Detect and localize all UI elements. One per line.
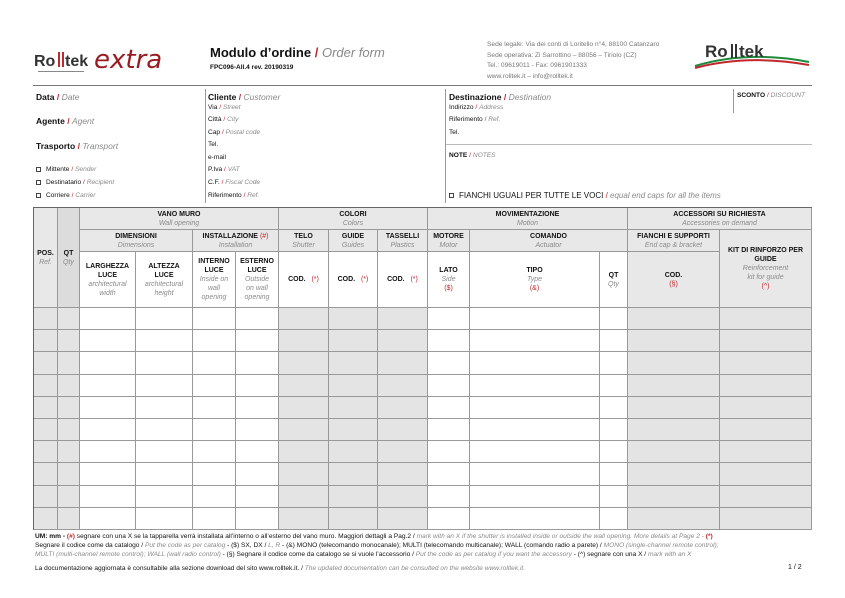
- table-cell[interactable]: [193, 486, 236, 508]
- table-cell[interactable]: [58, 308, 80, 330]
- table-cell[interactable]: [193, 508, 236, 530]
- table-cell[interactable]: [34, 463, 58, 485]
- table-cell[interactable]: [136, 508, 193, 530]
- table-cell[interactable]: [600, 419, 628, 441]
- table-cell[interactable]: [136, 308, 193, 330]
- inside-header: INTERNO LUCE Inside on wall opening: [193, 252, 236, 308]
- table-cell[interactable]: [279, 352, 329, 374]
- table-cell[interactable]: [628, 330, 720, 352]
- height-header: ALTEZZA LUCE architectural height: [136, 252, 193, 308]
- plastics-header: TASSELLI Plastics: [378, 230, 428, 252]
- table-cell[interactable]: [600, 330, 628, 352]
- table-cell[interactable]: [329, 397, 378, 419]
- carrier-option[interactable]: Corriere / Carrier: [36, 192, 96, 199]
- table-cell[interactable]: [34, 508, 58, 530]
- svg-text:extra: extra: [94, 45, 163, 75]
- accessories-header: ACCESSORI SU RICHIESTA Accessories on demand: [628, 208, 812, 230]
- email-field[interactable]: e-mail: [208, 154, 226, 161]
- table-cell[interactable]: [428, 486, 470, 508]
- table-cell[interactable]: [236, 352, 279, 374]
- reinforcement-kit-header: KIT DI RINFORZO PER GUIDE Reinforcement kit for guide (^): [720, 230, 812, 308]
- table-cell[interactable]: [279, 508, 329, 530]
- table-cell[interactable]: [80, 441, 136, 463]
- vat-field[interactable]: P.Iva / VAT: [208, 166, 240, 173]
- rolltek-logo: [693, 40, 813, 70]
- form-title-block: [210, 45, 385, 71]
- table-cell[interactable]: [279, 441, 329, 463]
- table-cell[interactable]: [428, 375, 470, 397]
- sender-checkbox[interactable]: [36, 167, 41, 172]
- end-cap-header: FIANCHI E SUPPORTI End cap & bracket: [628, 230, 720, 252]
- outside-header: ESTERNO LUCE Outside on wall opening: [236, 252, 279, 308]
- end-cap-code-header: COD. (§): [628, 252, 720, 308]
- form-code: FPC096-All.4 rev. 20190319: [210, 64, 294, 71]
- agent-label: Agente / Agent: [36, 116, 95, 126]
- header-divider: [33, 85, 812, 86]
- table-cell[interactable]: [628, 508, 720, 530]
- table-cell[interactable]: [720, 397, 812, 419]
- table-cell[interactable]: [329, 308, 378, 330]
- info-divider-1: [205, 89, 206, 203]
- table-cell[interactable]: [628, 397, 720, 419]
- sender-option[interactable]: Mittente / Sender: [36, 166, 96, 173]
- plastics-code-header: COD. (*): [378, 252, 428, 308]
- table-cell[interactable]: [193, 375, 236, 397]
- table-cell[interactable]: [628, 486, 720, 508]
- table-cell[interactable]: [236, 397, 279, 419]
- table-cell[interactable]: [80, 419, 136, 441]
- table-cell[interactable]: [34, 441, 58, 463]
- city-field[interactable]: Città / City: [208, 116, 239, 123]
- table-cell[interactable]: [80, 397, 136, 419]
- table-cell[interactable]: [58, 375, 80, 397]
- table-cell[interactable]: [329, 508, 378, 530]
- table-cell[interactable]: [329, 441, 378, 463]
- date-label: Data / Date: [36, 92, 80, 102]
- table-cell[interactable]: [236, 330, 279, 352]
- dest-phone-field[interactable]: Tel.: [449, 129, 460, 136]
- footer-note-2: Segnare il codice come da catalogo / Put the code as per catalog - ($) SX, DX / L, R - (&) MONO (telecomando monocanale); MULTI (telecomando multicanale); WALL (comando radio a parete) / MONO (single-channel remote control);: [35, 542, 719, 549]
- table-cell[interactable]: [193, 419, 236, 441]
- rolltek-extra-logo: [34, 38, 184, 80]
- table-cell[interactable]: [628, 463, 720, 485]
- table-cell[interactable]: [720, 486, 812, 508]
- actuator-header: COMANDO Actuator: [470, 230, 628, 252]
- table-cell[interactable]: [236, 375, 279, 397]
- table-cell[interactable]: [329, 419, 378, 441]
- svg-text:tek: tek: [65, 53, 89, 70]
- table-cell[interactable]: [136, 397, 193, 419]
- footer-documentation: La documentazione aggiornata è consultabile alla sezione download del sito www.rolltek.it. / The updated documentation can be consulted on the website www.rolltek.it.: [35, 565, 526, 572]
- notes-field[interactable]: NOTE / NOTES: [449, 152, 496, 159]
- carrier-checkbox[interactable]: [36, 193, 41, 198]
- dest-reference-field[interactable]: Riferimento / Ref.: [449, 116, 501, 123]
- table-cell[interactable]: [428, 441, 470, 463]
- table-cell[interactable]: [58, 486, 80, 508]
- table-cell[interactable]: [470, 375, 600, 397]
- table-cell[interactable]: [428, 330, 470, 352]
- footer-note-1: UM: mm - (#) segnare con una X se la tapparella verrà installata all’interno o all’esterno del vano muro. Maggiori dettagli a Pag.2 / mark with an X if the shutter is installed inside or outside the wall opening. More details at Page 2 - (*): [35, 533, 713, 540]
- table-cell[interactable]: [329, 352, 378, 374]
- table-cell[interactable]: [600, 375, 628, 397]
- table-cell[interactable]: [80, 508, 136, 530]
- table-cell[interactable]: [34, 375, 58, 397]
- table-cell[interactable]: [34, 308, 58, 330]
- guides-header: GUIDE Guides: [329, 230, 378, 252]
- table-cell[interactable]: [628, 352, 720, 374]
- table-cell[interactable]: [136, 486, 193, 508]
- footer-note-3: MULTI (multi-channel remote control); WALL (wall radio control) - (§) Segnare il codice come da catalogo se si vuole l’accessorio / Put the code as per catalog if you want the accessory - (^) segnare con una X / mark with an X: [35, 551, 692, 558]
- table-cell[interactable]: [378, 397, 428, 419]
- destination-label: Destinazione / Destination: [449, 92, 552, 102]
- qty-header: QT Qty: [58, 208, 80, 308]
- table-cell[interactable]: [378, 308, 428, 330]
- table-cell[interactable]: [58, 352, 80, 374]
- table-cell[interactable]: [236, 486, 279, 508]
- table-cell[interactable]: [136, 330, 193, 352]
- table-cell[interactable]: [378, 419, 428, 441]
- street-field[interactable]: Via / Street: [208, 104, 241, 111]
- table-cell[interactable]: [80, 463, 136, 485]
- table-cell[interactable]: [236, 441, 279, 463]
- table-cell[interactable]: [378, 463, 428, 485]
- table-cell[interactable]: [628, 419, 720, 441]
- notes-divider: [446, 144, 812, 145]
- table-cell[interactable]: [470, 486, 600, 508]
- table-cell[interactable]: [193, 308, 236, 330]
- table-cell[interactable]: [378, 352, 428, 374]
- reference-field[interactable]: Riferimento / Ref.: [208, 192, 260, 199]
- table-cell[interactable]: [80, 352, 136, 374]
- table-cell[interactable]: [80, 375, 136, 397]
- table-cell[interactable]: [600, 508, 628, 530]
- table-cell[interactable]: [600, 352, 628, 374]
- form-title: Modulo d’ordine / Order form: [210, 45, 385, 60]
- table-cell[interactable]: [470, 397, 600, 419]
- motor-header: MOTORE Motor: [428, 230, 470, 252]
- table-cell[interactable]: [279, 397, 329, 419]
- svg-text:Ro: Ro: [34, 53, 56, 70]
- table-cell[interactable]: [428, 419, 470, 441]
- table-cell[interactable]: [470, 308, 600, 330]
- table-cell[interactable]: [58, 419, 80, 441]
- shutter-header: TELO Shutter: [279, 230, 329, 252]
- table-cell[interactable]: [720, 463, 812, 485]
- table-cell[interactable]: [470, 508, 600, 530]
- table-cell[interactable]: [628, 441, 720, 463]
- table-cell[interactable]: [470, 330, 600, 352]
- company-info: Sede legale: Via dei conti di Loritello n°4, 88100 Catanzaro Sede operativa: Zi Sarrottino – 88056 – Tiriolo (CZ) Tel.: 09619011 - Fax: 0961901333 www.rolltek.it – info@rolltek.it: [487, 41, 660, 80]
- table-cell[interactable]: [193, 463, 236, 485]
- equal-end-caps-option[interactable]: FIANCHI UGUALI PER TUTTE LE VOCI / equal end caps for all the items: [449, 191, 721, 200]
- table-cell[interactable]: [470, 463, 600, 485]
- type-header: TIPO Type (&): [470, 252, 600, 308]
- table-cell[interactable]: [378, 330, 428, 352]
- table-cell[interactable]: [378, 441, 428, 463]
- recipient-option[interactable]: Destinatario / Recipient: [36, 179, 114, 186]
- transport-label: Trasporto / Transport: [36, 141, 119, 151]
- page-number: 1 / 2: [788, 564, 802, 571]
- table-cell[interactable]: [378, 508, 428, 530]
- table-cell[interactable]: [470, 419, 600, 441]
- table-cell[interactable]: [34, 486, 58, 508]
- table-cell[interactable]: [720, 508, 812, 530]
- table-cell[interactable]: [378, 375, 428, 397]
- table-cell[interactable]: [329, 330, 378, 352]
- table-cell[interactable]: [329, 375, 378, 397]
- table-cell[interactable]: [720, 330, 812, 352]
- svg-text:tek: tek: [739, 42, 764, 61]
- table-cell[interactable]: [136, 463, 193, 485]
- table-cell[interactable]: [428, 463, 470, 485]
- table-cell[interactable]: [80, 308, 136, 330]
- fiscal-code-field[interactable]: C.F. / Fiscal Code: [208, 179, 261, 186]
- table-cell[interactable]: [34, 330, 58, 352]
- table-cell[interactable]: [720, 441, 812, 463]
- motion-header: MOVIMENTAZIONE Motion: [428, 208, 628, 230]
- dimensions-header: DIMENSIONI Dimensions: [80, 230, 193, 252]
- table-cell[interactable]: [720, 375, 812, 397]
- table-cell[interactable]: [720, 352, 812, 374]
- phone-field[interactable]: Tel.: [208, 141, 219, 148]
- table-cell[interactable]: [279, 375, 329, 397]
- table-cell[interactable]: [193, 330, 236, 352]
- table-cell[interactable]: [193, 352, 236, 374]
- table-cell[interactable]: [470, 441, 600, 463]
- address-field[interactable]: Indirizzo / Address: [449, 104, 504, 111]
- side-header: LATO Side ($): [428, 252, 470, 308]
- table-cell[interactable]: [720, 419, 812, 441]
- table-cell[interactable]: [80, 330, 136, 352]
- table-cell[interactable]: [428, 397, 470, 419]
- table-cell[interactable]: [58, 330, 80, 352]
- table-cell[interactable]: [600, 486, 628, 508]
- table-cell[interactable]: [34, 419, 58, 441]
- table-cell[interactable]: [136, 352, 193, 374]
- table-cell[interactable]: [279, 486, 329, 508]
- table-cell[interactable]: [34, 352, 58, 374]
- table-cell[interactable]: [329, 486, 378, 508]
- info-divider-3: [733, 89, 734, 113]
- table-cell[interactable]: [600, 397, 628, 419]
- table-cell[interactable]: [58, 463, 80, 485]
- info-divider-2: [445, 89, 446, 203]
- table-cell[interactable]: [720, 308, 812, 330]
- table-cell[interactable]: [378, 486, 428, 508]
- postal-code-field[interactable]: Cap / Postal code: [208, 129, 261, 136]
- table-cell[interactable]: [136, 441, 193, 463]
- table-cell[interactable]: [279, 308, 329, 330]
- installation-header: INSTALLAZIONE (#) Installation: [193, 230, 279, 252]
- table-cell[interactable]: [428, 352, 470, 374]
- guides-code-header: COD. (*): [329, 252, 378, 308]
- table-cell[interactable]: [193, 441, 236, 463]
- table-cell[interactable]: [628, 308, 720, 330]
- discount-field[interactable]: SCONTO / DISCOUNT: [737, 92, 806, 99]
- wall-opening-header: VANO MURO Wall opening: [80, 208, 279, 230]
- table-cell[interactable]: [193, 397, 236, 419]
- table-cell[interactable]: [58, 508, 80, 530]
- table-cell[interactable]: [236, 463, 279, 485]
- equal-end-caps-checkbox[interactable]: [449, 193, 454, 198]
- colors-header: COLORI Colors: [279, 208, 428, 230]
- table-cell[interactable]: [236, 419, 279, 441]
- table-cell[interactable]: [600, 308, 628, 330]
- table-cell[interactable]: [279, 330, 329, 352]
- actuator-qty-header: QT Qty: [600, 252, 628, 308]
- svg-text:Ro: Ro: [705, 42, 728, 61]
- shutter-code-header: COD. (*): [279, 252, 329, 308]
- order-table: [33, 207, 812, 530]
- table-cell[interactable]: [279, 419, 329, 441]
- table-cell[interactable]: [470, 352, 600, 374]
- table-cell[interactable]: [329, 463, 378, 485]
- table-cell[interactable]: [600, 463, 628, 485]
- table-cell[interactable]: [600, 441, 628, 463]
- table-cell[interactable]: [58, 397, 80, 419]
- table-cell[interactable]: [80, 486, 136, 508]
- table-cell[interactable]: [428, 308, 470, 330]
- pos-header: POS. Ref.: [34, 208, 58, 308]
- table-cell[interactable]: [428, 508, 470, 530]
- table-cell[interactable]: [628, 375, 720, 397]
- table-cell[interactable]: [58, 441, 80, 463]
- table-cell[interactable]: [279, 463, 329, 485]
- table-cell[interactable]: [136, 375, 193, 397]
- customer-label: Cliente / Customer: [208, 92, 281, 102]
- width-header: LARGHEZZA LUCE architectural width: [80, 252, 136, 308]
- table-cell[interactable]: [236, 308, 279, 330]
- table-cell[interactable]: [34, 397, 58, 419]
- table-cell[interactable]: [136, 419, 193, 441]
- table-cell[interactable]: [236, 508, 279, 530]
- recipient-checkbox[interactable]: [36, 180, 41, 185]
